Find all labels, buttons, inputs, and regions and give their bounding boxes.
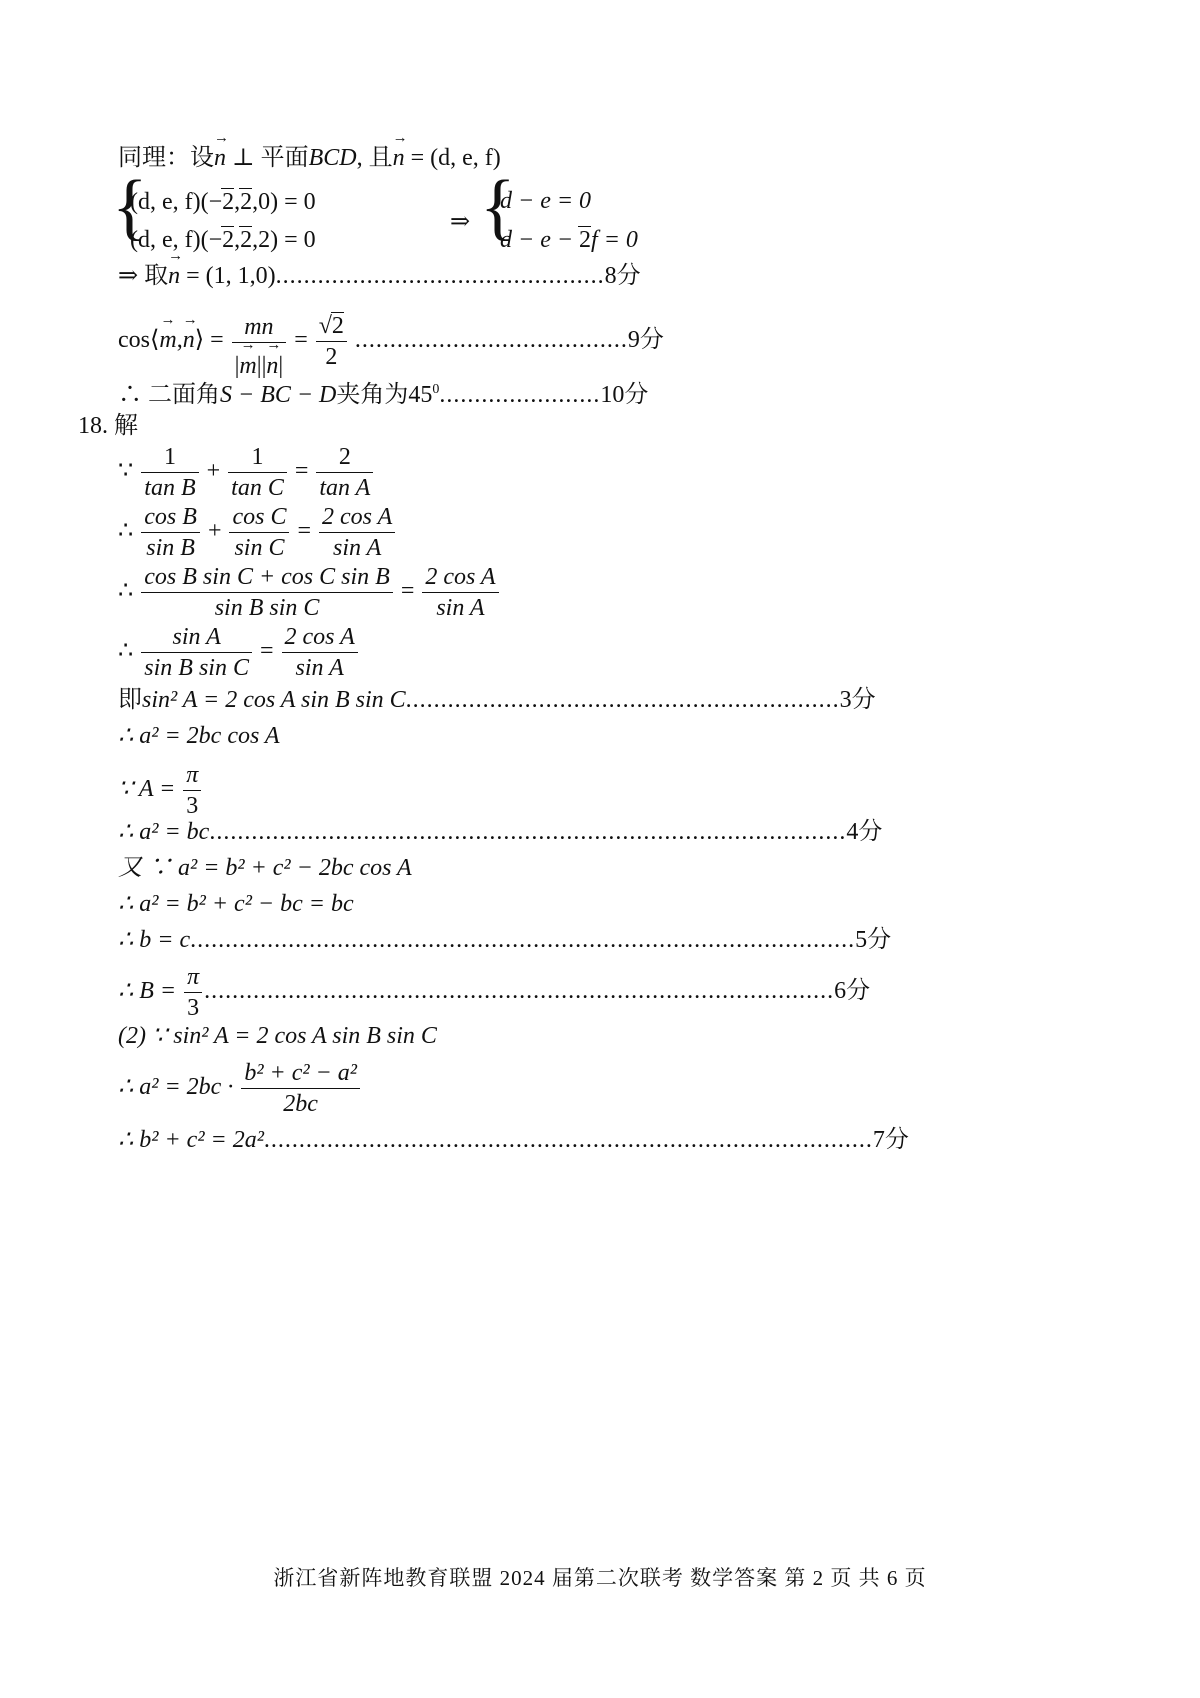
score-4: 4分 xyxy=(846,819,883,845)
vector-n: → n xyxy=(214,146,226,170)
result-eq-2a: d − e − xyxy=(500,227,574,253)
system-eq-1 xyxy=(130,188,316,216)
line-choose-n xyxy=(118,264,641,288)
den: tan B xyxy=(144,475,196,501)
question-18-heading xyxy=(78,414,138,438)
frac-2cosA-sinA xyxy=(282,622,358,683)
den: 3 xyxy=(187,995,200,1021)
page-footer: 浙江省新阵地教育联盟 2024 届第二次联考 数学答案 第 2 页 共 6 页 xyxy=(273,1566,927,1590)
eq2-part-e: ,2) = 0 xyxy=(252,227,316,253)
vector-n: → n xyxy=(393,146,405,170)
score-7: 7分 xyxy=(872,1127,909,1153)
sqrt-2: 2 xyxy=(222,227,235,253)
leader-dots: .............................................................. xyxy=(405,687,840,713)
frac-1-tanC xyxy=(228,442,287,503)
num: b² + c² − a² xyxy=(241,1058,360,1089)
frac-sinA-over-sinBsinC xyxy=(141,622,252,683)
leader-dots: ....................................... xyxy=(354,327,628,354)
den: sin A xyxy=(295,655,344,681)
equals: = xyxy=(297,518,312,545)
comma: , xyxy=(234,227,241,253)
part-2-start xyxy=(118,1024,437,1048)
text-dihedral: ∴ 二面角 xyxy=(118,382,220,408)
eq1-part-e: ,0) = 0 xyxy=(252,189,316,215)
sqrt-2: 2 xyxy=(240,227,253,253)
den: sin B sin C xyxy=(144,655,249,681)
sqrt-2: 2 xyxy=(222,189,235,215)
step-tan-sum xyxy=(118,442,375,503)
system-result-2 xyxy=(500,226,638,254)
dot-product: mn xyxy=(232,302,287,343)
equation: (2) ∵ sin² A = 2 cos A sin B sin C xyxy=(118,1023,437,1049)
step-combined-fraction xyxy=(118,562,501,623)
because-A-equals: ∵ A = xyxy=(118,776,176,803)
text-namely: 即 xyxy=(118,687,142,713)
line-cosine: cos⟨→ m,→ n⟩ = $\frac{mn}{|\to m||\to n|}$ = $\frac{√2}{2}$ .......................................9分 xyxy=(118,302,664,381)
result-eq-1: d − e = 0 xyxy=(500,188,592,214)
line-dihedral-angle xyxy=(118,383,648,407)
text-choose: ⇒ 取 xyxy=(118,263,169,289)
bar: | xyxy=(234,353,240,379)
left-brace: { xyxy=(112,166,148,248)
equation: ∴ a² = b² + c² − bc = bc xyxy=(118,891,354,917)
therefore: ∴ xyxy=(118,518,134,545)
implies-symbol: ⇒ xyxy=(450,209,471,235)
therefore: ∴ xyxy=(118,578,134,605)
step-B-value xyxy=(118,962,870,1023)
den: 2bc xyxy=(283,1091,318,1117)
eq1-part-a: (d, e, f)(− xyxy=(130,189,223,215)
therefore-B-equals: ∴ B = xyxy=(118,978,177,1005)
denominator: 2 xyxy=(325,344,338,370)
vector-n: → n xyxy=(266,351,278,381)
step-law-of-cosines xyxy=(118,856,412,880)
equation: ∴ a² = 2bc cos A xyxy=(118,723,280,749)
equation: ∴ b² + c² = 2a² xyxy=(118,1127,264,1153)
equation-left: ∴ a² = 2bc · xyxy=(118,1074,234,1101)
plus: + xyxy=(207,518,222,545)
step-b2-c2 xyxy=(118,1128,909,1152)
den: sin A xyxy=(333,535,382,561)
num: 1 xyxy=(141,442,198,473)
equation: ∴ a² = bc xyxy=(118,819,210,845)
step-a2-bc xyxy=(118,820,882,844)
leader-dots: ............................................................................................... xyxy=(190,927,856,953)
leader-dots: ....................... xyxy=(439,382,601,408)
num: 1 xyxy=(228,442,287,473)
score-6: 6分 xyxy=(834,978,871,1005)
num: 2 cos A xyxy=(319,502,395,533)
vector-n: → n xyxy=(183,328,195,352)
step-b-equals-c xyxy=(118,928,891,952)
den: tan C xyxy=(231,475,284,501)
score-10: 10分 xyxy=(600,382,649,408)
frac-cosC-sinC xyxy=(229,502,289,563)
text-perpendicular-plane: ⊥ 平面 xyxy=(232,145,309,171)
den: 3 xyxy=(186,793,199,819)
result-eq-2c: f = 0 xyxy=(591,227,638,253)
vector-m: → m xyxy=(159,328,176,352)
sqrt-2: 2 xyxy=(240,189,253,215)
frac-cosB-sinB xyxy=(141,502,200,563)
bar: || xyxy=(256,353,267,379)
equation: ∴ b = c xyxy=(118,927,191,953)
equals: = xyxy=(294,327,308,354)
den: sin C xyxy=(234,535,285,561)
sqrt2-numerator: √2 xyxy=(316,311,347,342)
system-result-1 xyxy=(500,188,591,215)
step-A-value xyxy=(118,760,203,821)
step-cos-over-sin xyxy=(118,502,397,563)
equals: = xyxy=(294,458,309,485)
because: ∵ xyxy=(118,458,134,485)
equation: 又 ∵ a² = b² + c² − 2bc cos A xyxy=(118,855,412,881)
degree-sup: 0 xyxy=(432,382,440,397)
num: π xyxy=(183,760,201,791)
num: cos C xyxy=(229,502,289,533)
score-9: 9分 xyxy=(627,327,664,354)
dihedral-name: S − BC − D xyxy=(220,382,337,408)
question-18-label: 18. 解 xyxy=(78,413,138,439)
num: π xyxy=(184,962,202,993)
frac-pi-3 xyxy=(184,962,202,1023)
text-and: , 且 xyxy=(356,145,393,171)
frac-2-tanA xyxy=(316,442,373,503)
score-3: 3分 xyxy=(839,687,876,713)
frac-2cosA-sinA xyxy=(319,502,395,563)
bar: | xyxy=(278,353,284,379)
frac-1-tanB xyxy=(141,442,198,503)
line-normal-vector-setup xyxy=(118,146,501,170)
num: cos B sin C + cos C sin B xyxy=(141,562,393,593)
equation: sin² A = 2 cos A sin B sin C xyxy=(142,687,406,713)
therefore: ∴ xyxy=(118,638,134,665)
right-brace: { xyxy=(480,166,516,248)
implies-arrow xyxy=(450,207,470,236)
radicand: 2 xyxy=(331,313,344,339)
den: sin B sin C xyxy=(214,595,320,621)
num: sin A xyxy=(141,622,252,653)
step-substitute xyxy=(118,892,354,916)
den: sin B xyxy=(146,535,195,561)
leader-dots: ........................................................................................... xyxy=(209,819,847,845)
text-setup-prefix: 同理：设 xyxy=(118,145,214,171)
equals: = xyxy=(259,638,274,665)
vector-n-components: = (d, e, f) xyxy=(410,145,501,171)
den: tan A xyxy=(319,475,371,501)
equals: = xyxy=(400,578,415,605)
num: 2 cos A xyxy=(282,622,358,653)
sqrt-2: 2 xyxy=(579,227,592,253)
leader-dots: ............................................... xyxy=(275,263,605,289)
plus: + xyxy=(206,458,221,485)
den: sin A xyxy=(436,595,485,621)
cos-close: ⟩ = xyxy=(194,327,224,354)
step-a2-expression xyxy=(118,1058,362,1119)
frac-law-of-cosines xyxy=(241,1058,360,1119)
vector-m: → m xyxy=(239,351,256,381)
num: cos B xyxy=(141,502,200,533)
score-5: 5分 xyxy=(855,927,892,953)
step-a-squared xyxy=(118,724,280,748)
equation-system xyxy=(112,166,638,262)
eq2-part-a: (d, e, f)(− xyxy=(130,227,223,253)
vector-n-value: = (1, 1,0) xyxy=(186,263,276,289)
frac-pi-3 xyxy=(183,760,201,821)
step-sinA-fraction xyxy=(118,622,360,683)
cos-fraction xyxy=(232,302,287,381)
num: 2 xyxy=(316,442,373,473)
sqrt2-over-2 xyxy=(316,311,347,372)
leader-dots: .......................................................................................... xyxy=(204,978,835,1005)
frac-sum-over-product xyxy=(141,562,393,623)
vector-n: → n xyxy=(168,264,180,288)
num: 2 cos A xyxy=(422,562,498,593)
score-8: 8分 xyxy=(604,263,641,289)
comma: , xyxy=(234,189,241,215)
cos-open: cos⟨ xyxy=(118,327,160,354)
magnitude-product xyxy=(232,343,287,381)
step-sin-squared xyxy=(118,688,876,712)
leader-dots: ....................................................................................... xyxy=(263,1127,873,1153)
frac-2cosA-sinA xyxy=(422,562,498,623)
system-eq-2 xyxy=(130,226,316,254)
plane-bcd: BCD xyxy=(308,145,357,171)
text-angle: 夹角为45 xyxy=(336,382,433,408)
